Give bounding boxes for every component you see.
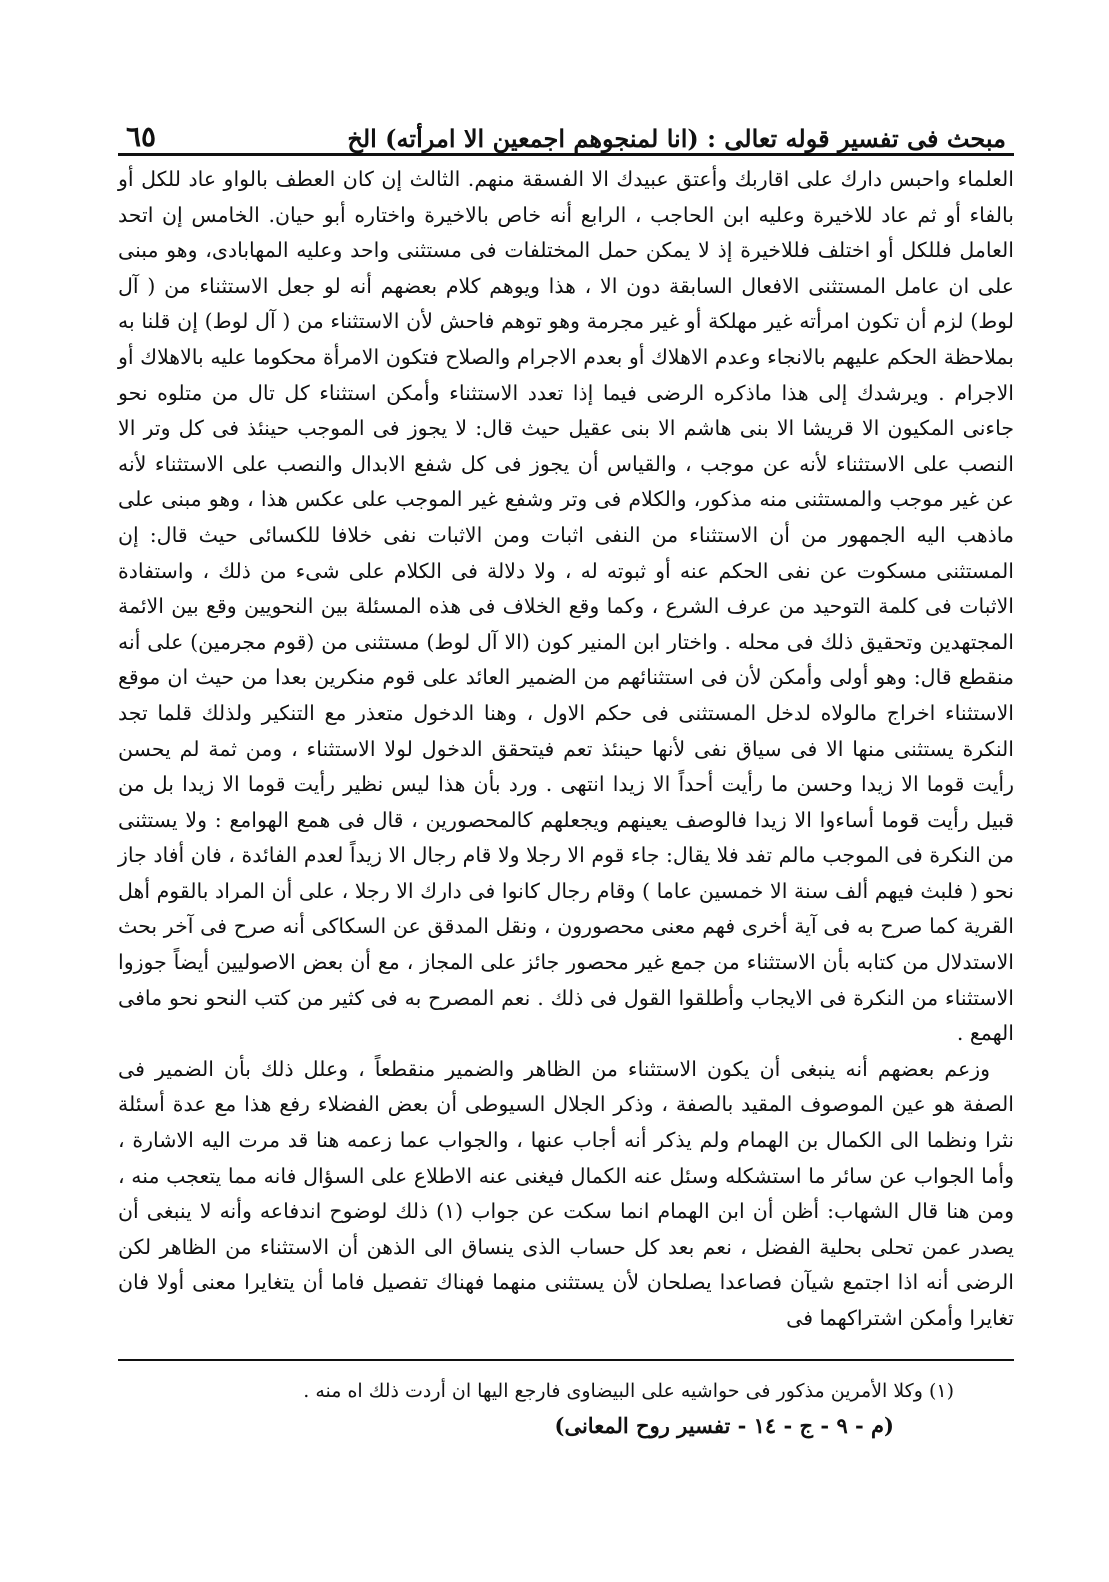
footnote-divider: [118, 1359, 1014, 1361]
footnote: (١) وكلا الأمرين مذكور فى حواشيه على البيضاوى فارجع اليها ان أردت ذلك اه منه .: [303, 1379, 954, 1402]
paragraph-2: وزعم بعضهم أنه ينبغى أن يكون الاستثناء من الظاهر والضمير منقطعاً ، وعلل ذلك بأن الضمير فى الصفة هو عين الموصوف المقيد بالصفة ، وذكر الجلال السيوطى أن بعض الفضلاء رفع هذا مع عدة أسئلة نثرا ونظما الى الكمال بن الهمام ولم يذكر أنه أجاب عنها ، والجواب عما زعمه هنا قد مرت اليه الاشارة ، وأما الجواب عن سائر ما استشكله وسئل عنه الكمال فيغنى عنه الاطلاع على السؤال فانه مما يتعجب منه ، ومن هنا قال الشهاب: أظن أن ابن الهمام انما سكت عن جواب (١) ذلك لوضوح اندفاعه وأنه لا ينبغى أن يصدر عمن تحلى بحلية الفضل ، نعم بعد كل حساب الذى ينساق الى الذهن أن الاستثناء من الظاهر لكن الرضى أنه اذا اجتمع شيآن فصاعدا يصلحان لأن يستثنى منهما فهناك تفصيل فاما أن يتغايرا معنى أولا فان تغايرا وأمكن اشتراكهما فى: [118, 1056, 1014, 1330]
page: [118, 110, 1014, 1530]
main-text: [118, 162, 1014, 1337]
running-title: مبحث فى تفسير قوله تعالى : (انا لمنجوهم اجمعين الا امرأته) الخ: [347, 124, 1006, 153]
paragraph-1: العلماء واحبس دارك على اقاربك وأعتق عبيدك الا الفسقة منهم. الثالث إن كان العطف بالواو عاد للكل أو بالفاء أو ثم عاد للاخيرة وعليه ابن الحاجب ، الرابع أنه خاص بالاخيرة واختاره أبو حيان. الخامس إن اتحد العامل فللكل أو اختلف فللاخيرة إذ لا يمكن حمل المختلفات فى مستثنى واحد وعليه المهابادى، وهو مبنى على ان عامل المستثنى الافعال السابقة دون الا ، هذا ويوهم كلام بعضهم أنه لو جعل الاستثناء من ( آل لوط) لزم أن تكون امرأته غير مهلكة أو غير مجرمة وهو توهم فاحش لأن الاستثناء من ( آل لوط) إن قلنا به بملاحظة الحكم عليهم بالانجاء وعدم الاهلاك أو بعدم الاجرام والصلاح فتكون الامرأة محكوما عليه بالاهلاك أو الاجرام . ويرشدك إلى هذا ماذكره الرضى فيما إذا تعدد الاستثناء وأمكن استثناء كل تال من متلوه نحو جاءنى المكيون الا قريشا الا بنى هاشم الا بنى عقيل حيث قال: لا يجوز فى الموجب حينئذ فى كل وتر الا النصب على الاستثناء لأنه عن موجب ، والقياس أن يجوز فى كل شفع الابدال والنصب على الاستثناء لأنه عن غير موجب والمستثنى منه مذكور، والكلام فى وتر وشفع غير الموجب على عكس هذا ، وهو مبنى على ماذهب اليه الجمهور من أن الاستثناء من النفى اثبات ومن الاثبات نفى خلافا للكسائى حيث قال: إن المستثنى مسكوت عن نفى الحكم عنه أو ثبوته له ، ولا دلالة فى الكلام على شىء من ذلك ، واستفادة الاثبات فى كلمة التوحيد من عرف الشرع ، وكما وقع الخلاف فى هذه المسئلة بين النحويين وقع بين الائمة المجتهدين وتحقيق ذلك فى محله . واختار ابن المنير كون (الا آل لوط) مستثنى من (قوم مجرمين) على أنه منقطع قال: وهو أولى وأمكن لأن فى استثنائهم من الضمير العائد على قوم منكرين بعدا من حيث ان موقع الاستثناء اخراج مالولاه لدخل المستثنى فى حكم الاول ، وهنا الدخول متعذر مع التنكير ولذلك قلما تجد النكرة يستثنى منها الا فى سياق نفى لأنها حينئذ تعم فيتحقق الدخول لولا الاستثناء ، ومن ثمة لم يحسن رأيت قوما الا زيدا وحسن ما رأيت أحداً الا زيدا انتهى . ورد بأن هذا ليس نظير رأيت قوما الا زيدا بل من قبيل رأيت قوما أساءوا الا زيدا فالوصف يعينهم ويجعلهم كالمحصورين ، قال فى همع الهوامع : ولا يستثنى من النكرة فى الموجب مالم تفد فلا يقال: جاء قوم الا رجلا ولا قام رجال الا زيداً لعدم الفائدة ، فان أفاد جاز نحو ( فلبث فيهم ألف سنة الا خمسين عاما ) وقام رجال كانوا فى دارك الا رجلا ، على أن المراد بالقوم أهل القرية كما صرح به فى آية أخرى فهم معنى محصورون ، ونقل المدقق عن السكاكى أنه صرح فى آخر بحث الاستدلال من كتابه بأن الاستثناء من جمع غير محصور جائز على المجاز ، مع أن بعض الاصوليين أيضاً جوزوا الاستثناء من النكرة فى الايجاب وأطلقوا القول فى ذلك . نعم المصرح به فى كثير من كتب النحو نحو مافى الهمع .: [118, 167, 1014, 1046]
volume-signature: (م - ٩ - ج - ١٤ - تفسير روح المعانى): [554, 1412, 894, 1438]
page-number: ٦٥: [126, 120, 157, 153]
running-header: [118, 110, 1014, 156]
